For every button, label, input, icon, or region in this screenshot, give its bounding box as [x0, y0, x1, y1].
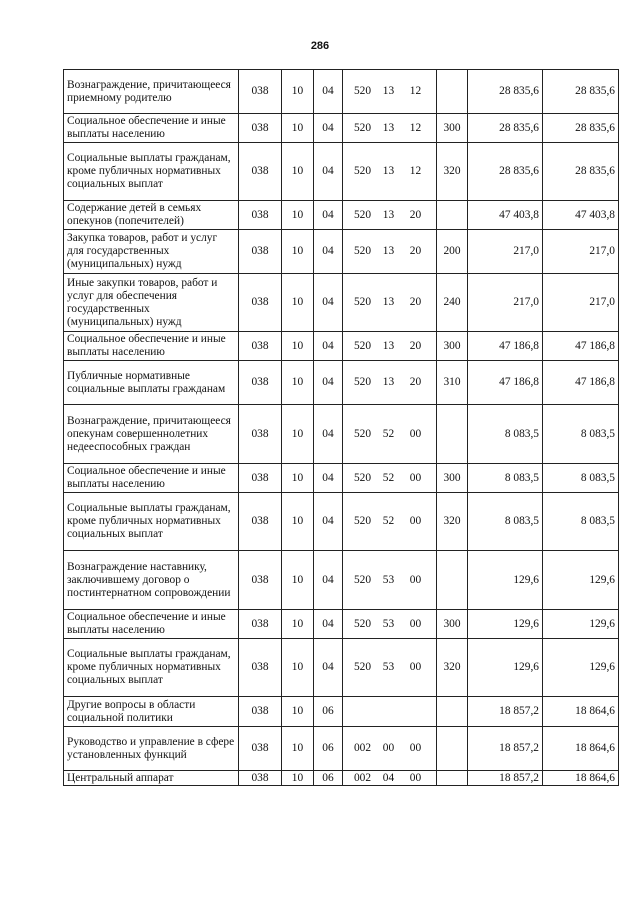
gr-code: 038 — [239, 405, 282, 464]
rz-code: 10 — [282, 114, 314, 143]
row-name: Вознаграждение, причитающееся приемному родителю — [64, 70, 239, 114]
amount-year-2: 129,6 — [543, 551, 619, 610]
csr-part-3: 00 — [409, 617, 422, 630]
csr-part-3: 20 — [409, 245, 422, 257]
csr-part-2: 53 — [382, 661, 395, 673]
csr-part-2: 13 — [382, 208, 395, 221]
table-row — [64, 551, 619, 610]
rz-code: 10 — [282, 361, 314, 405]
csr-part-1: 520 — [353, 427, 372, 440]
row-name: Центральный аппарат — [64, 771, 239, 786]
csr-part-2: 53 — [382, 617, 395, 630]
vr-code: 320 — [437, 639, 468, 697]
amount-year-1: 18 857,2 — [468, 727, 543, 771]
rz-code: 10 — [282, 639, 314, 697]
csr-code — [343, 274, 437, 332]
gr-code: 038 — [239, 230, 282, 274]
rz-code: 10 — [282, 551, 314, 610]
pr-code: 04 — [314, 70, 343, 114]
csr-code — [343, 639, 437, 697]
page-number: 286 — [310, 40, 330, 52]
csr-part-2: 52 — [382, 427, 395, 440]
amount-year-1: 47 186,8 — [468, 361, 543, 405]
vr-code: 300 — [437, 464, 468, 493]
table-row — [64, 771, 619, 786]
csr-part-3: 00 — [409, 515, 422, 527]
amount-year-1: 129,6 — [468, 551, 543, 610]
csr-part-3: 12 — [409, 121, 422, 134]
amount-year-1: 217,0 — [468, 230, 543, 274]
amount-year-2: 18 864,6 — [543, 697, 619, 727]
pr-code: 04 — [314, 610, 343, 639]
budget-table — [63, 69, 619, 786]
rz-code: 10 — [282, 771, 314, 786]
rz-code: 10 — [282, 201, 314, 230]
pr-code: 04 — [314, 201, 343, 230]
amount-year-2: 28 835,6 — [543, 70, 619, 114]
amount-year-2: 28 835,6 — [543, 143, 619, 201]
vr-code: 310 — [437, 361, 468, 405]
vr-code: 320 — [437, 143, 468, 201]
csr-part-1: 520 — [353, 573, 372, 586]
rz-code: 10 — [282, 493, 314, 551]
table-row — [64, 361, 619, 405]
csr-part-1: 520 — [353, 339, 372, 352]
vr-code — [437, 771, 468, 786]
csr-code — [343, 493, 437, 551]
csr-code — [343, 727, 437, 771]
csr-code — [343, 361, 437, 405]
csr-part-1: 520 — [353, 617, 372, 630]
csr-part-3: 00 — [409, 471, 422, 484]
amount-year-2: 47 403,8 — [543, 201, 619, 230]
csr-part-1: 520 — [353, 245, 372, 257]
csr-part-2: 52 — [382, 471, 395, 484]
csr-code — [343, 610, 437, 639]
amount-year-2: 47 186,8 — [543, 332, 619, 361]
csr-part-1: 520 — [353, 471, 372, 484]
csr-code — [343, 70, 437, 114]
csr-code — [343, 405, 437, 464]
csr-code — [343, 771, 437, 786]
table-row — [64, 493, 619, 551]
csr-part-1: 520 — [353, 121, 372, 134]
rz-code: 10 — [282, 70, 314, 114]
rz-code: 10 — [282, 332, 314, 361]
gr-code: 038 — [239, 610, 282, 639]
amount-year-2: 129,6 — [543, 639, 619, 697]
pr-code: 04 — [314, 551, 343, 610]
gr-code: 038 — [239, 493, 282, 551]
csr-part-1: 520 — [353, 85, 372, 97]
gr-code: 038 — [239, 639, 282, 697]
csr-part-1: 520 — [353, 376, 372, 388]
csr-code — [343, 697, 437, 727]
amount-year-1: 18 857,2 — [468, 771, 543, 786]
gr-code: 038 — [239, 70, 282, 114]
vr-code: 300 — [437, 114, 468, 143]
csr-part-3: 00 — [409, 661, 422, 673]
table-body — [64, 70, 619, 786]
row-name: Содержание детей в семьях опекунов (попечителей) — [64, 201, 239, 230]
csr-part-1: 002 — [353, 771, 372, 784]
table-row — [64, 230, 619, 274]
gr-code: 038 — [239, 143, 282, 201]
csr-part-3: 00 — [409, 573, 422, 586]
vr-code — [437, 70, 468, 114]
row-name: Другие вопросы в области социальной политики — [64, 697, 239, 727]
csr-part-2: 13 — [382, 245, 395, 257]
csr-part-2: 53 — [382, 573, 395, 586]
row-name: Социальное обеспечение и иные выплаты населению — [64, 332, 239, 361]
rz-code: 10 — [282, 464, 314, 493]
table-row — [64, 464, 619, 493]
vr-code — [437, 727, 468, 771]
vr-code: 200 — [437, 230, 468, 274]
pr-code: 04 — [314, 143, 343, 201]
csr-part-2: 13 — [382, 85, 395, 97]
csr-part-3: 12 — [409, 85, 422, 97]
csr-part-1: 002 — [353, 742, 372, 754]
rz-code: 10 — [282, 610, 314, 639]
table-row — [64, 610, 619, 639]
csr-part-2: 13 — [382, 165, 395, 177]
rz-code: 10 — [282, 274, 314, 332]
csr-part-3: 00 — [409, 427, 422, 440]
csr-part-3: 20 — [409, 376, 422, 388]
csr-part-2: 00 — [382, 742, 395, 754]
amount-year-1: 8 083,5 — [468, 405, 543, 464]
row-name: Публичные нормативные социальные выплаты гражданам — [64, 361, 239, 405]
csr-code — [343, 551, 437, 610]
amount-year-2: 18 864,6 — [543, 771, 619, 786]
csr-code — [343, 114, 437, 143]
rz-code: 10 — [282, 405, 314, 464]
csr-part-2: 52 — [382, 515, 395, 527]
pr-code: 04 — [314, 493, 343, 551]
amount-year-2: 47 186,8 — [543, 361, 619, 405]
amount-year-1: 47 403,8 — [468, 201, 543, 230]
row-name: Социальные выплаты гражданам, кроме публичных нормативных социальных выплат — [64, 493, 239, 551]
pr-code: 04 — [314, 332, 343, 361]
vr-code — [437, 551, 468, 610]
csr-part-3: 12 — [409, 165, 422, 177]
gr-code: 038 — [239, 697, 282, 727]
csr-part-3: 00 — [409, 771, 422, 784]
row-name: Иные закупки товаров, работ и услуг для обеспечения государственных (муниципальных) нужд — [64, 274, 239, 332]
csr-part-3: 20 — [409, 296, 422, 308]
csr-code — [343, 230, 437, 274]
table-row — [64, 274, 619, 332]
rz-code: 10 — [282, 143, 314, 201]
csr-part-1: 520 — [353, 208, 372, 221]
rz-code: 10 — [282, 727, 314, 771]
row-name: Социальное обеспечение и иные выплаты населению — [64, 114, 239, 143]
amount-year-1: 18 857,2 — [468, 697, 543, 727]
amount-year-1: 217,0 — [468, 274, 543, 332]
csr-part-2: 13 — [382, 121, 395, 134]
row-name: Руководство и управление в сфере установленных функций — [64, 727, 239, 771]
gr-code: 038 — [239, 771, 282, 786]
vr-code: 320 — [437, 493, 468, 551]
table-row — [64, 70, 619, 114]
csr-part-3: 20 — [409, 208, 422, 221]
vr-code: 300 — [437, 610, 468, 639]
pr-code: 06 — [314, 727, 343, 771]
csr-part-3: 20 — [409, 339, 422, 352]
rz-code: 10 — [282, 697, 314, 727]
amount-year-1: 47 186,8 — [468, 332, 543, 361]
amount-year-2: 18 864,6 — [543, 727, 619, 771]
pr-code: 04 — [314, 405, 343, 464]
amount-year-2: 8 083,5 — [543, 464, 619, 493]
vr-code — [437, 201, 468, 230]
amount-year-1: 28 835,6 — [468, 143, 543, 201]
gr-code: 038 — [239, 727, 282, 771]
csr-part-1: 520 — [353, 296, 372, 308]
gr-code: 038 — [239, 464, 282, 493]
amount-year-2: 8 083,5 — [543, 493, 619, 551]
gr-code: 038 — [239, 201, 282, 230]
row-name: Социальные выплаты гражданам, кроме публичных нормативных социальных выплат — [64, 143, 239, 201]
csr-part-1: 520 — [353, 165, 372, 177]
row-name: Социальное обеспечение и иные выплаты населению — [64, 610, 239, 639]
pr-code: 04 — [314, 114, 343, 143]
csr-part-1: 520 — [353, 661, 372, 673]
table-row — [64, 114, 619, 143]
table-row — [64, 332, 619, 361]
csr-code — [343, 143, 437, 201]
gr-code: 038 — [239, 551, 282, 610]
row-name: Вознаграждение, причитающееся опекунам совершеннолетних недееспособных граждан — [64, 405, 239, 464]
vr-code — [437, 697, 468, 727]
gr-code: 038 — [239, 361, 282, 405]
amount-year-1: 28 835,6 — [468, 114, 543, 143]
amount-year-2: 217,0 — [543, 230, 619, 274]
pr-code: 04 — [314, 639, 343, 697]
csr-code — [343, 464, 437, 493]
csr-part-2: 13 — [382, 339, 395, 352]
rz-code: 10 — [282, 230, 314, 274]
table-row — [64, 405, 619, 464]
amount-year-2: 28 835,6 — [543, 114, 619, 143]
pr-code: 04 — [314, 230, 343, 274]
amount-year-1: 8 083,5 — [468, 464, 543, 493]
csr-part-1: 520 — [353, 515, 372, 527]
pr-code: 04 — [314, 274, 343, 332]
table-row — [64, 639, 619, 697]
pr-code: 04 — [314, 361, 343, 405]
gr-code: 038 — [239, 114, 282, 143]
amount-year-2: 129,6 — [543, 610, 619, 639]
row-name: Социальные выплаты гражданам, кроме публичных нормативных социальных выплат — [64, 639, 239, 697]
vr-code — [437, 405, 468, 464]
gr-code: 038 — [239, 274, 282, 332]
csr-part-2: 13 — [382, 296, 395, 308]
csr-part-2: 04 — [382, 771, 395, 784]
row-name: Вознаграждение наставнику, заключившему договор о постинтернатном сопровождении — [64, 551, 239, 610]
vr-code: 300 — [437, 332, 468, 361]
csr-part-2: 13 — [382, 376, 395, 388]
table-row — [64, 727, 619, 771]
row-name: Социальное обеспечение и иные выплаты населению — [64, 464, 239, 493]
amount-year-2: 217,0 — [543, 274, 619, 332]
csr-part-3: 00 — [409, 742, 422, 754]
amount-year-1: 129,6 — [468, 639, 543, 697]
table-row — [64, 697, 619, 727]
row-name: Закупка товаров, работ и услуг для государственных (муниципальных) нужд — [64, 230, 239, 274]
csr-code — [343, 332, 437, 361]
pr-code: 06 — [314, 771, 343, 786]
gr-code: 038 — [239, 332, 282, 361]
vr-code: 240 — [437, 274, 468, 332]
pr-code: 04 — [314, 464, 343, 493]
table-row — [64, 201, 619, 230]
amount-year-1: 8 083,5 — [468, 493, 543, 551]
amount-year-1: 28 835,6 — [468, 70, 543, 114]
amount-year-1: 129,6 — [468, 610, 543, 639]
amount-year-2: 8 083,5 — [543, 405, 619, 464]
pr-code: 06 — [314, 697, 343, 727]
table-row — [64, 143, 619, 201]
csr-code — [343, 201, 437, 230]
